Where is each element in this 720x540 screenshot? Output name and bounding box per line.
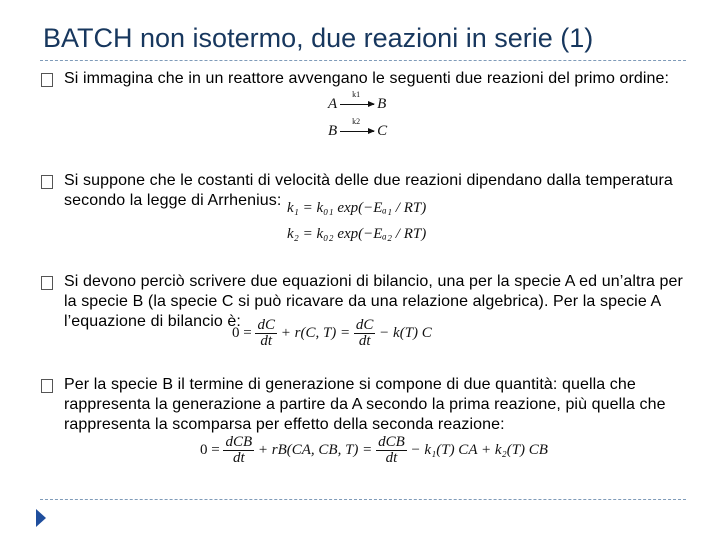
fraction-numerator: dC [355, 317, 374, 333]
slide-title: BATCH non isotermo, due reazioni in serie (1) [43, 23, 594, 53]
balance-equation-a [232, 318, 432, 349]
balance-equation-b [200, 435, 548, 466]
fraction [376, 435, 407, 466]
footer-divider [40, 499, 686, 500]
reactant-a: A [328, 96, 338, 112]
checkbox-bullet-icon [41, 276, 53, 290]
fraction-denominator: dt [385, 450, 398, 466]
fraction-numerator: dC [257, 317, 275, 333]
rate-constant-label: k1 [352, 90, 361, 100]
bullet-text-1: Si immagina che in un reattore avvengano le seguenti due reazioni del primo ordine: [64, 70, 670, 87]
reaction-equation-1 [328, 90, 387, 113]
arrow-icon [340, 90, 374, 105]
fraction [354, 318, 376, 349]
fraction-denominator: dt [260, 333, 273, 349]
balance-b-rhs: − k₁(T) CA + k₂(T) CB [410, 441, 548, 458]
bullet-text-4: Per la specie B il termine di generazione si compone di due quantità: quella che rappresenta la generazione a partire da A secondo la prima reazione, più quella che rappresenta la scomparsa per effetto della seconda reazione: [64, 376, 666, 433]
bullet-text-3: Si devono perciò scrivere due equazioni di bilancio, una per la specie A ed un’altra per la specie B (la specie C si può ricavare da una relazione algebrica). Per la specie A l’equazione di bilancio è: [64, 273, 683, 330]
fraction [223, 435, 254, 466]
checkbox-bullet-icon [41, 379, 53, 393]
balance-a-rhs: − k(T) C [379, 324, 432, 341]
product-b: B [377, 96, 387, 112]
balance-a-mid: + r(C, T) = [280, 324, 351, 341]
arrow-icon [340, 117, 374, 132]
next-slide-arrow-icon[interactable] [36, 509, 46, 527]
balance-b-lhs: 0 = [200, 441, 220, 458]
arrhenius-equation-2: k₂ = k₀₂ exp(−Eₐ₂ / RT) [287, 226, 427, 242]
reactant-b: B [328, 123, 338, 139]
fraction-denominator: dt [232, 450, 245, 466]
reaction-equation-2 [328, 117, 388, 140]
fraction [255, 318, 277, 349]
title-divider [40, 60, 686, 61]
checkbox-bullet-icon [41, 175, 53, 189]
balance-b-mid: + rB(CA, CB, T) = [257, 441, 373, 458]
fraction-numerator: dCB [378, 434, 405, 450]
fraction-denominator: dt [358, 333, 371, 349]
arrhenius-equation-1: k₁ = k₀₁ exp(−Eₐ₁ / RT) [287, 200, 427, 216]
rate-constant-label: k2 [352, 117, 361, 127]
bullet-text-2: Si suppone che le costanti di velocità delle due reazioni dipendano dalla temperatura secondo la legge di Arrhenius: [64, 172, 673, 209]
checkbox-bullet-icon [41, 73, 53, 87]
product-c: C [377, 123, 388, 139]
balance-a-lhs: 0 = [232, 324, 252, 341]
fraction-numerator: dCB [225, 434, 253, 450]
